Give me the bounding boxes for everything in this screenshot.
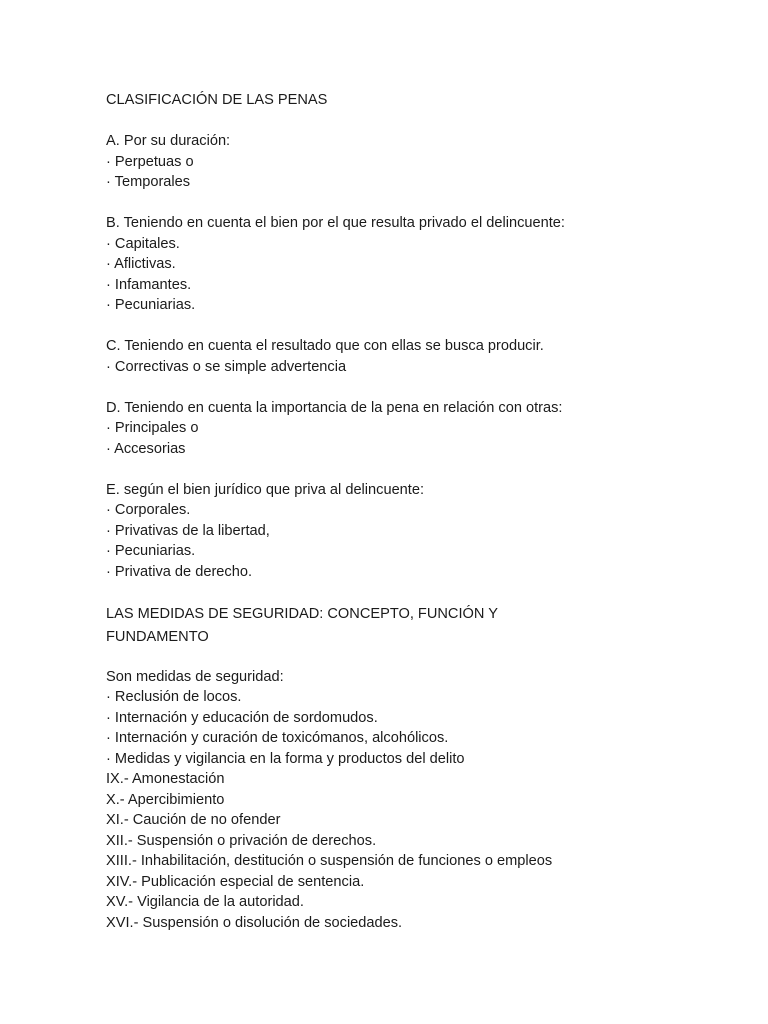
medidas-heading: LAS MEDIDAS DE SEGURIDAD: CONCEPTO, FUNCIÓN Y FUNDAMENTO xyxy=(106,605,498,645)
section-c-heading: C. Teniendo en cuenta el resultado que con ellas se busca producir. xyxy=(106,338,544,354)
list-item: XVI.- Suspensión o disolución de sociedades. xyxy=(106,914,403,931)
list-item: · Correctivas o se simple advertencia xyxy=(106,358,347,375)
list-item: X.- Apercibimiento xyxy=(106,791,225,808)
section-c xyxy=(106,336,746,377)
list-item: · Accesorias xyxy=(106,440,186,457)
section-a-heading: A. Por su duración: xyxy=(106,133,231,149)
section-a xyxy=(106,131,746,193)
document-page xyxy=(106,90,746,933)
list-item: XI.- Caución de no ofender xyxy=(106,812,281,828)
medidas-intro: Son medidas de seguridad: xyxy=(106,668,284,685)
list-item: · Medidas y vigilancia en la forma y productos del delito xyxy=(106,750,465,767)
list-item: · Capitales. xyxy=(106,235,180,252)
section-e-heading: E. según el bien jurídico que priva al delincuente: xyxy=(106,481,425,498)
list-item: XV.- Vigilancia de la autoridad. xyxy=(106,894,304,910)
list-item: XIII.- Inhabilitación, destitución o suspensión de funciones o empleos xyxy=(106,853,553,869)
list-item: · Aflictivas. xyxy=(106,256,176,272)
list-item: · Corporales. xyxy=(106,502,191,518)
list-item: · Privativa de derecho. xyxy=(106,563,253,580)
list-item: · Temporales xyxy=(106,174,191,190)
section-d-heading: D. Teniendo en cuenta la importancia de la pena en relación con otras: xyxy=(106,399,563,416)
list-item: · Pecuniarias. xyxy=(106,297,196,313)
section-b xyxy=(106,213,746,316)
list-item: · Privativas de la libertad, xyxy=(106,522,270,539)
section-e xyxy=(106,480,746,583)
list-item: XII.- Suspensión o privación de derechos. xyxy=(106,832,377,849)
list-item: · Perpetuas o xyxy=(106,153,194,170)
list-item: IX.- Amonestación xyxy=(106,771,225,787)
list-item: · Pecuniarias. xyxy=(106,543,196,559)
list-item: XIV.- Publicación especial de sentencia. xyxy=(106,873,365,890)
list-item: · Principales o xyxy=(106,420,199,436)
list-item: · Infamantes. xyxy=(106,276,192,293)
list-item: · Internación y curación de toxicómanos, alcohólicos. xyxy=(106,730,449,746)
document-title: CLASIFICACIÓN DE LAS PENAS xyxy=(106,92,328,108)
section-d xyxy=(106,398,746,460)
list-item: · Reclusión de locos. xyxy=(106,689,242,705)
medidas-section xyxy=(106,667,746,934)
list-item: · Internación y educación de sordomudos. xyxy=(106,709,378,726)
section-b-heading: B. Teniendo en cuenta el bien por el que resulta privado el delincuente: xyxy=(106,215,565,231)
